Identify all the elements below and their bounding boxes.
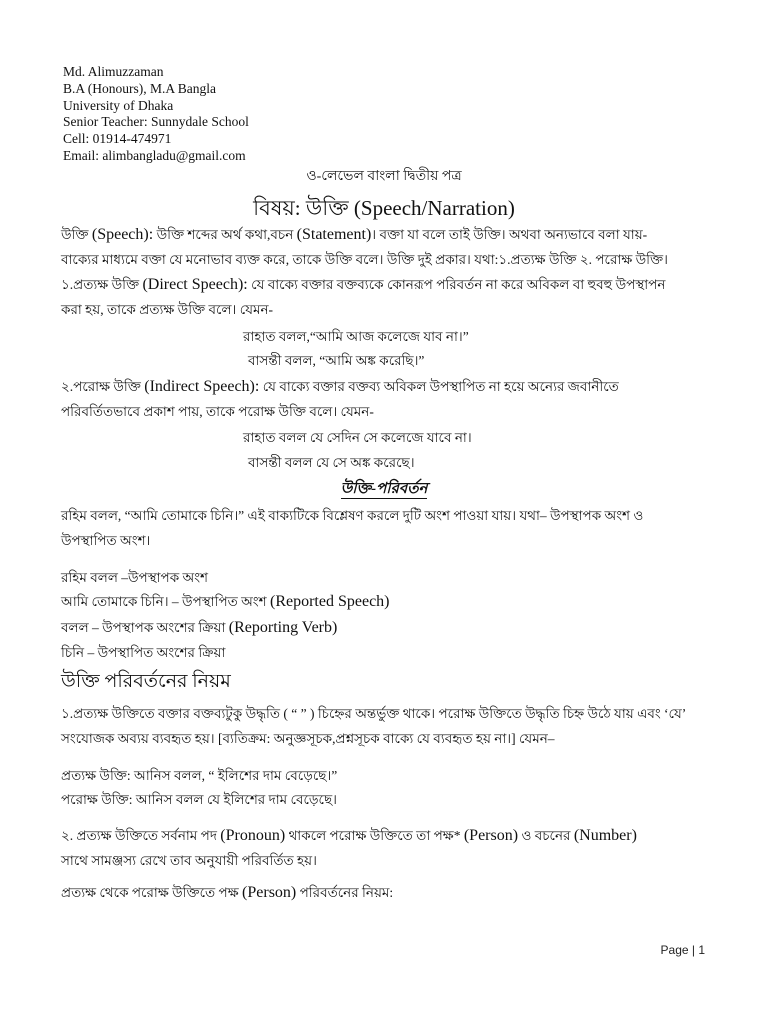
text-run: (Number) <box>573 827 637 844</box>
indirect-example-2: বাসন্তী বলল যে সে অঙ্ক করেছে। <box>248 455 415 470</box>
indirect-example-1: রাহাত বলল যে সেদিন সে কলেজে যাবে না। <box>243 430 472 445</box>
speech-def-line-2: বাক্যের মাধ্যমে বক্তা যে মনোভাব ব্যক্ত করে, তাকে উক্তি বলে। উক্তি দুই প্রকার। যথা:১.প্রত্যক্ষ উক্তি ২. পরোক্ষ উক্তি। <box>61 252 668 267</box>
rules-heading: উক্তি পরিবর্তনের নিয়ম <box>61 671 231 692</box>
section-heading-change <box>0 477 768 502</box>
page-number: Page | 1 <box>660 943 705 957</box>
text-run: । বক্তা যা বলে তাই উক্তি। অথবা অন্যভাবে বলা যায়- <box>371 227 648 242</box>
indirect-line-2: পরিবর্তিতভাবে প্রকাশ পায়, তাকে পরোক্ষ উক্তি বলে। যেমন- <box>61 404 374 419</box>
speech-definition <box>61 222 711 272</box>
change-item-2 <box>61 591 390 614</box>
text-run: (Reporting Verb) <box>228 619 338 636</box>
text-run: (Person) <box>242 884 297 901</box>
text-run: ১.প্রত্যক্ষ উক্তি <box>61 277 143 292</box>
change-item-1: রহিম বলল –উপস্থাপক অংশ <box>61 570 209 585</box>
author-cell: Cell: 01914-474971 <box>63 131 172 147</box>
direct-line-1 <box>61 272 711 297</box>
indirect-line-1 <box>61 374 711 399</box>
text-run: (Speech): <box>91 226 154 243</box>
text-run: বলল – উপস্থাপক অংশের ক্রিয়া <box>61 620 229 635</box>
direct-example-1: রাহাত বলল,“আমি আজ কলেজে যাব না।” <box>243 329 469 344</box>
rule-3-heading <box>61 882 393 905</box>
author-university: University of Dhaka <box>63 97 174 113</box>
text-run: উক্তি <box>61 227 92 242</box>
direct-example-2: বাসন্তী বলল, “আমি অঙ্ক করেছি।” <box>248 353 425 368</box>
change-paragraph <box>61 503 711 553</box>
direct-speech-definition <box>61 272 711 322</box>
author-block <box>63 64 249 165</box>
author-name: Md. Alimuzzaman <box>63 64 164 79</box>
indirect-speech-definition <box>61 374 711 424</box>
change-line-2: উপস্থাপিত অংশ। <box>61 533 151 548</box>
text-run: থাকলে পরোক্ষ উক্তিতে তা পক্ষ* <box>285 828 464 843</box>
author-position: Senior Teacher: Sunnydale School <box>63 114 249 130</box>
direct-line-2: করা হয়, তাকে প্রত্যক্ষ উক্তি বলে। যেমন- <box>61 302 274 317</box>
rule-2-line-2: সাথে সামঞ্জস্য রেখে তাব অনুযায়ী পরিবর্তিত হয়। <box>61 853 317 868</box>
document-title: বিষয়: উক্তি (Speech/Narration) <box>253 196 515 220</box>
speech-def-line-1 <box>61 222 711 247</box>
author-email: Email: alimbangladu@gmail.com <box>63 147 246 163</box>
text-run: যে বাক্যে বক্তার বক্তব্য অবিকল উপস্থাপিত না হয়ে অন্যের জবানীতে <box>259 379 619 394</box>
rule-1-example-2: পরোক্ষ উক্তি: আনিস বলল যে ইলিশের দাম বেড়েছে। <box>61 792 337 807</box>
text-run: উক্তি শব্দের অর্থ কথা,বচন <box>153 227 297 242</box>
rule-1-line-1: ১.প্রত্যক্ষ উক্তিতে বক্তার বক্তব্যটুকু উদ্ধৃতি ( “ ” ) চিহ্নের অন্তর্ভুক্ত থাকে। পরোক্ষ উক্তিতে উদ্ধৃতি চিহ্ন উঠে যায় এবং ‘যে’ <box>61 706 687 721</box>
text-run: যে বাক্যে বক্তার বক্তব্যকে কোনরূপ পরিবর্তন না করে অবিকল বা হুবহু উপস্থাপন <box>247 277 666 292</box>
text-run: (Statement) <box>296 226 372 243</box>
heading-text: উক্তি-পরিবর্তন <box>340 481 428 497</box>
text-run: ২.পরোক্ষ উক্তি <box>61 379 145 394</box>
text-run: (Indirect Speech): <box>144 378 260 395</box>
change-line-1: রহিম বলল, “আমি তোমাকে চিনি।” এই বাক্যটিকে বিশ্লেষণ করলে দুটি অংশ পাওয়া যায়। যথা– উপস্থাপক অংশ ও <box>61 508 644 523</box>
text-run: প্রত্যক্ষ থেকে পরোক্ষ উক্তিতে পক্ষ <box>61 885 243 900</box>
text-run: পরিবর্তনের নিয়ম: <box>296 885 394 900</box>
text-run: ও বচনের <box>518 828 574 843</box>
rule-2 <box>61 823 711 873</box>
rule-1-example-1: প্রত্যক্ষ উক্তি: আনিস বলল, “ ইলিশের দাম বেড়েছে।” <box>61 768 338 783</box>
change-item-3 <box>61 617 337 640</box>
text-run: আমি তোমাকে চিনি। – উপস্থাপিত অংশ <box>61 594 270 609</box>
rule-1-line-2: সংযোজক অব্যয় ব্যবহৃত হয়। [ব্যতিক্রম: অনুজ্ঞসূচক,প্রশ্নসূচক বাক্যে যে ব্যবহৃত হয় না।] যেমন– <box>61 731 555 746</box>
text-run: (Pronoun) <box>220 827 286 844</box>
change-item-4: চিনি – উপস্থাপিত অংশের ক্রিয়া <box>61 645 226 660</box>
text-run: ২. প্রত্যক্ষ উক্তিতে সর্বনাম পদ <box>61 828 221 843</box>
rule-2-line-1 <box>61 823 711 848</box>
rule-1 <box>61 701 711 751</box>
document-subtitle: ও-লেভেল বাংলা দ্বিতীয় পত্র <box>306 169 462 184</box>
text-run: (Person) <box>463 827 519 844</box>
text-run: (Direct Speech): <box>142 276 248 293</box>
text-run: (Reported Speech) <box>269 593 390 610</box>
author-degree: B.A (Honours), M.A Bangla <box>63 80 216 96</box>
